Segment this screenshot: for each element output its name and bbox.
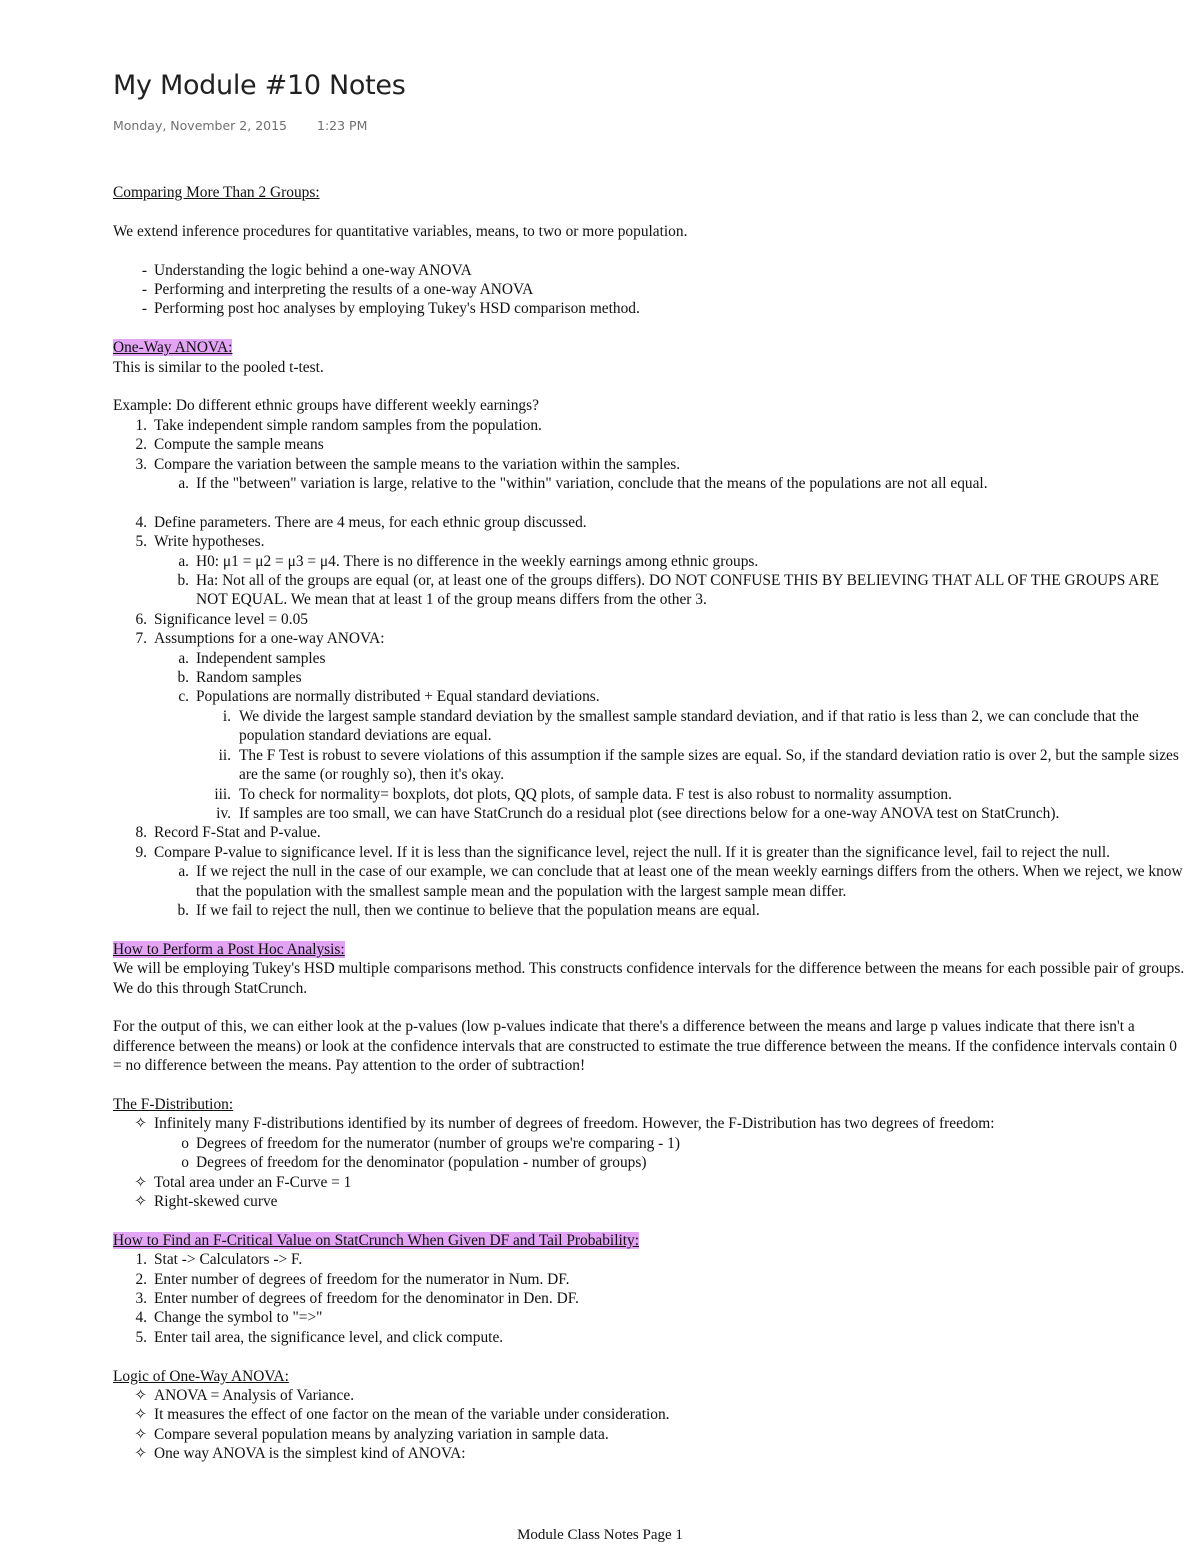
diamond-bullet-icon: ✧	[134, 1406, 147, 1424]
list-item: 7. Assumptions for a one-way ANOVA:	[135, 630, 385, 648]
list-item: ii. The F Test is robust to severe violations of this assumption if the sample sizes are equal. So, if the standard deviation ratio is over 2, but the sample sizes are the same (or roughly so), then it's okay.	[218, 746, 1179, 784]
list-item: - Understanding the logic behind a one-way ANOVA	[141, 261, 472, 279]
diamond-bullet-icon: ✧	[134, 1193, 147, 1210]
circle-bullet-icon: o	[181, 1154, 189, 1172]
list-item: ✧ Total area under an F-Curve = 1	[113, 1173, 1188, 1192]
section-heading-one-way-anova: One-Way ANOVA:	[113, 339, 233, 357]
page-footer: Module Class Notes Page 1	[517, 1527, 683, 1543]
list-item: 8. Record F-Stat and P-value.	[135, 824, 321, 842]
list-item: ✧ ANOVA = Analysis of Variance.	[113, 1386, 1188, 1405]
section-heading-f-critical-value: How to Find an F-Critical Value on StatCrunch When Given DF and Tail Probability:	[113, 1231, 639, 1249]
list-item: c. Populations are normally distributed + Equal standard deviations.	[178, 688, 600, 706]
list-item: 2. Compute the sample means	[135, 436, 324, 454]
section-heading-logic-anova: Logic of One-Way ANOVA:	[113, 1367, 289, 1385]
paragraph: This is similar to the pooled t-test.	[113, 358, 324, 376]
section-heading-comparing-groups: Comparing More Than 2 Groups:	[113, 184, 320, 201]
list-item: 9. Compare P-value to significance level. If it is less than the significance level, reject the null. If it is greater than the significance level, fail to reject the null.	[135, 843, 1111, 861]
page-timestamp	[113, 118, 367, 133]
paragraph: We will be employing Tukey's HSD multiple comparisons method. This constructs confidence intervals for the difference between the means for each possible pair of groups. We do this through StatCrunch.	[113, 960, 1185, 997]
list-item: 2. Enter number of degrees of freedom for the numerator in Num. DF.	[135, 1270, 570, 1288]
diamond-bullet-icon: ✧	[134, 1115, 147, 1133]
section-heading-post-hoc: How to Perform a Post Hoc Analysis:	[113, 940, 345, 958]
circle-bullet-icon: o	[181, 1134, 189, 1152]
list-item: - Performing post hoc analyses by employing Tukey's HSD comparison method.	[141, 300, 640, 318]
list-item: b. Random samples	[177, 669, 302, 687]
list-item: o Degrees of freedom for the denominator (population - number of groups)	[113, 1153, 1188, 1172]
list-item: 3. Enter number of degrees of freedom for the denominator in Den. DF.	[135, 1290, 579, 1308]
list-item: a. Independent samples	[178, 649, 326, 667]
list-item: i. We divide the largest sample standard deviation by the smallest sample standard deviation, and if that ratio is less than 2, we can conclude that the population standard deviations are equal.	[222, 707, 1139, 745]
list-item: - Performing and interpreting the results of a one-way ANOVA	[141, 281, 534, 298]
list-item: ✧ Compare several population means by analyzing variation in sample data.	[113, 1425, 1188, 1444]
list-item: 1. Take independent simple random samples from the population.	[135, 416, 542, 434]
example-line: Example: Do different ethnic groups have different weekly earnings?	[113, 397, 539, 415]
list-item: 4. Change the symbol to "=>"	[135, 1309, 323, 1327]
list-item: ✧ Infinitely many F-distributions identified by its number of degrees of freedom. However, the F-Distribution has two degrees of freedom:	[113, 1114, 1188, 1133]
intro-paragraph: We extend inference procedures for quantitative variables, means, to two or more population.	[113, 222, 688, 240]
list-item: o Degrees of freedom for the numerator (number of groups we're comparing - 1)	[113, 1134, 1188, 1153]
list-item: iv. If samples are too small, we can have StatCrunch do a residual plot (see directions below for a one-way ANOVA test on StatCrunch).	[216, 804, 1060, 822]
page-time: 1:23 PM	[317, 118, 368, 133]
note-body	[113, 183, 1188, 1464]
page-date: Monday, November 2, 2015	[113, 118, 288, 133]
section-heading-f-distribution: The F-Distribution:	[113, 1095, 234, 1113]
diamond-bullet-icon: ✧	[134, 1445, 147, 1463]
list-item: 5. Enter tail area, the significance level, and click compute.	[135, 1328, 504, 1346]
diamond-bullet-icon: ✧	[134, 1387, 147, 1405]
list-item: 4. Define parameters. There are 4 meus, for each ethnic group discussed.	[135, 513, 587, 531]
list-item: 3. Compare the variation between the sample means to the variation within the samples.	[135, 455, 681, 473]
list-item: a. If we reject the null in the case of our example, we can conclude that at least one of the mean weekly earnings differs from the others. When we reject, we know that the population with the smallest sample mean and the population with the largest sample mean differ.	[178, 863, 1183, 900]
paragraph: For the output of this, we can either look at the p-values (low p-values indicate that there's a difference between the means and large p values indicate that there isn't a difference between the means) or look at the confidence intervals that are constructed to estimate the true difference between the means. If the confidence intervals contain 0 = no difference between the means. Pay attention to the order of subtraction!	[113, 1018, 1177, 1075]
diamond-bullet-icon: ✧	[134, 1425, 147, 1443]
list-item: a. H0: μ1 = μ2 = μ3 = μ4. There is no difference in the weekly earnings among ethnic groups.	[178, 552, 759, 570]
list-item: ✧ Right-skewed curve	[113, 1192, 1188, 1211]
list-item: 6. Significance level = 0.05	[135, 610, 308, 628]
list-item: 5. Write hypotheses.	[135, 533, 265, 551]
page-title: My Module #10 Notes	[113, 70, 406, 101]
list-item: ✧ One way ANOVA is the simplest kind of ANOVA:	[113, 1444, 1188, 1463]
list-item: ✧ It measures the effect of one factor on the mean of the variable under consideration.	[113, 1405, 1188, 1424]
list-item: b. If we fail to reject the null, then we continue to believe that the population means are equal.	[177, 901, 760, 919]
list-item: b. Ha: Not all of the groups are equal (or, at least one of the groups differs). DO NOT CONFUSE THIS BY BELIEVING THAT ALL OF THE GROUPS ARE NOT EQUAL. We mean that at least 1 of the group means differs from the other 3.	[177, 572, 1160, 609]
diamond-bullet-icon: ✧	[134, 1173, 147, 1191]
list-item: a. If the "between" variation is large, relative to the "within" variation, conclude that the means of the populations are not all equal.	[178, 475, 988, 493]
list-item: iii. To check for normality= boxplots, dot plots, QQ plots, of sample data. F test is also robust to normality assumption.	[214, 785, 952, 803]
list-item: 1. Stat -> Calculators -> F.	[135, 1251, 303, 1269]
